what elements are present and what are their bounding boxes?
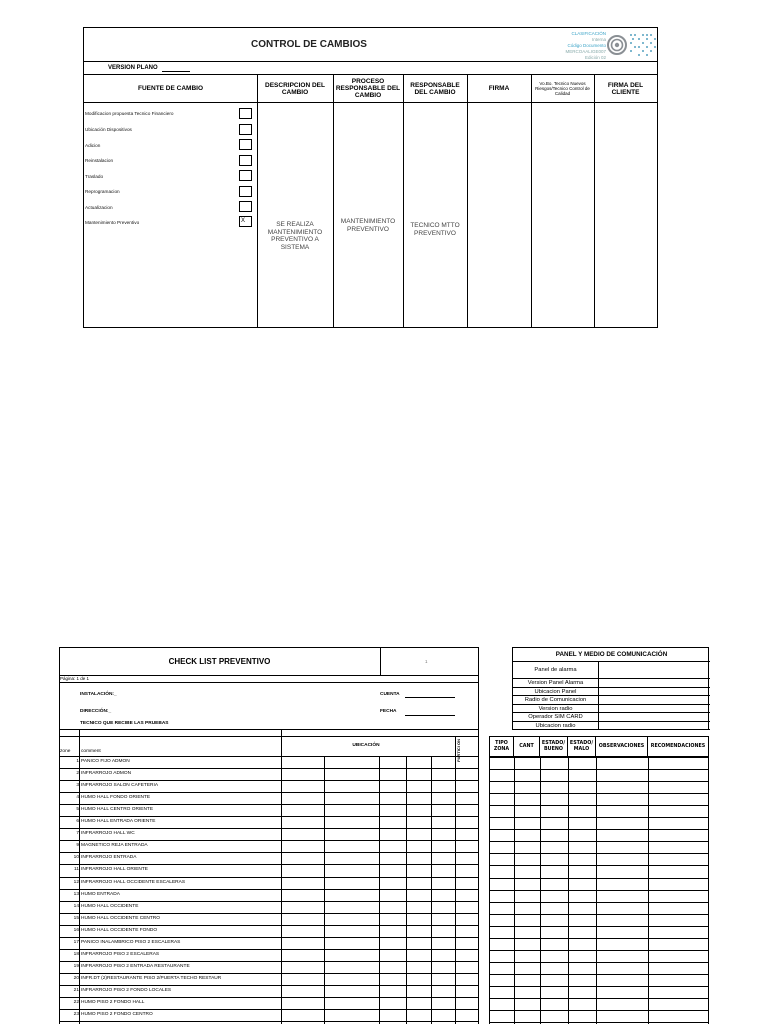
column-zone: zone — [60, 749, 71, 754]
zone-number: 18 — [73, 951, 79, 957]
row-divider — [489, 902, 709, 903]
panel-row — [513, 662, 710, 679]
table-row — [59, 828, 479, 840]
zonas-header-cell: ESTADO/ MALO — [568, 736, 596, 757]
company-logo-text — [554, 31, 606, 61]
row-divider — [489, 1022, 709, 1023]
panel-row-label: Radio de Comunicacion — [524, 697, 587, 703]
zone-number: 1 — [76, 759, 79, 764]
zone-comment: INFRARROJO PISO 2 ENTRADA RESTAURANTE — [81, 963, 190, 969]
fuente-checkbox[interactable] — [239, 201, 252, 212]
checklist-title: CHECK LIST PREVENTIVO — [168, 657, 271, 666]
table-row — [59, 997, 479, 1009]
title-divider — [380, 647, 381, 676]
row-divider — [489, 1010, 709, 1011]
fuente-item-label: Actualizacion — [85, 205, 113, 210]
panel-row-value[interactable] — [598, 705, 710, 714]
responsable-text: TECNICO MTTO PREVENTIVO — [410, 222, 460, 237]
panel-row-label: Panel de alarma — [534, 667, 577, 673]
zone-comment: INFRARROJO PISO 2 FONDO LOCALES — [81, 987, 172, 993]
panel-row-label: Ubicacion Panel — [534, 688, 577, 695]
column-comment: comment — [81, 749, 101, 754]
zone-number: 6 — [76, 819, 79, 825]
table-row — [59, 816, 479, 828]
table-row — [59, 949, 479, 961]
row-divider — [489, 841, 709, 842]
zonas-header-cell: RECOMENDACIONES — [648, 736, 709, 757]
fuente-checkbox[interactable] — [239, 186, 252, 197]
zonas-header-cell: ESTADO/ BUENO — [540, 736, 568, 757]
table-row — [59, 864, 479, 876]
panel-title: PANEL Y MEDIO DE COMUNICACIÓN — [513, 648, 710, 662]
table-row — [59, 768, 479, 780]
table-row — [59, 792, 479, 804]
zone-number: 12 — [73, 879, 79, 885]
panel-row-value[interactable] — [598, 679, 710, 688]
cuenta-label: CUENTA — [380, 692, 400, 697]
fuente-item-label: Traslado — [85, 174, 104, 179]
zone-comment: INFRARROJO HALL ORIENTE — [81, 867, 148, 873]
header-firma: FIRMA — [467, 75, 531, 103]
column-particion: PARTICI ON — [456, 739, 461, 762]
row-divider — [489, 793, 709, 794]
control-cambios-title-row — [84, 28, 657, 62]
zone-number: 10 — [73, 855, 79, 861]
zone-number: 5 — [76, 807, 79, 813]
table-row — [59, 901, 479, 913]
column-divider — [333, 75, 334, 327]
column-divider — [257, 75, 258, 327]
zone-comment: HUMO HALL OCCIDENTE — [81, 903, 139, 909]
fecha-label: FECHA — [380, 709, 397, 714]
zone-comment: INFRARROJO ADMON — [81, 771, 132, 777]
zonas-header-cell: TIPO ZONA — [489, 736, 514, 757]
header-fuente: FUENTE DE CAMBIO — [84, 75, 257, 103]
version-plano-field[interactable] — [162, 71, 190, 72]
checklist-title-number: 1 — [425, 659, 428, 664]
column-ubicacion: UBICACIÓN — [352, 743, 380, 748]
tecnico-label: TECNICO QUE RECIBE LAS PRUEBAS — [80, 721, 169, 726]
zone-comment: INFR.DT (2)RESTAURANTE PISO 2/PUERTA TECHO RESTAUR — [81, 975, 222, 981]
fuente-item-label: Modificacion propuesta Tecnico Financiero — [85, 111, 174, 116]
panel-row-label: Version radio — [538, 705, 573, 712]
column-divider — [531, 75, 532, 327]
header-firma-cliente: FIRMA DEL CLIENTE — [594, 75, 657, 103]
panel-row — [513, 688, 710, 697]
table-row — [59, 780, 479, 792]
row-divider — [489, 805, 709, 806]
instalacion-label: INSTALACIÓN:_ — [80, 692, 117, 697]
logo-line-5: Edición 02 — [584, 55, 606, 60]
row-divider — [489, 926, 709, 927]
panel-row-label: Ubicacion radio — [535, 722, 576, 729]
fuente-checkbox[interactable] — [239, 139, 252, 150]
zone-comment: INFRARROJO HALL WC — [81, 831, 135, 837]
row-divider — [489, 914, 709, 915]
panel-row-value[interactable] — [598, 662, 710, 679]
spiral-logo-icon — [606, 32, 628, 58]
row-divider — [489, 829, 709, 830]
header-responsable: RESPONSABLE DEL CAMBIO — [403, 75, 467, 103]
zone-number: 3 — [76, 783, 79, 789]
panel-row — [513, 696, 710, 705]
direccion-label: DIRECCIÓN:_ — [80, 709, 112, 714]
zone-comment: HUMO HALL CENTRO ORIENTE — [81, 807, 154, 813]
logo-line-1: CLASIFICACIÓN — [571, 31, 606, 36]
table-row — [59, 961, 479, 973]
table-row — [59, 985, 479, 997]
cuenta-field[interactable] — [405, 692, 455, 698]
panel-row-label: Version Panel Alarma — [527, 680, 584, 686]
panel-row-value[interactable] — [598, 696, 710, 705]
row-divider — [489, 757, 709, 758]
fuente-checkbox-checked[interactable]: X — [239, 216, 252, 227]
table-row — [59, 913, 479, 925]
logo-line-3: Código Documento — [567, 43, 606, 48]
zone-number: 7 — [76, 831, 79, 837]
zone-number: 15 — [73, 915, 79, 921]
row-divider — [59, 729, 479, 730]
table-row — [59, 1009, 479, 1021]
zone-number: 23 — [73, 1012, 79, 1018]
dots-logo-icon — [629, 32, 657, 58]
table-row — [59, 756, 479, 768]
row-divider — [489, 878, 709, 879]
row-divider — [59, 1021, 479, 1022]
checklist-table — [59, 647, 479, 1024]
zone-comment: PANICO INALAMBRICO PISO 2 ESCALERAS — [81, 939, 181, 945]
zone-comment: HUMO HALL ENTRADA ORIENTE — [81, 819, 156, 825]
zonas-header-cell: CANT — [514, 736, 540, 757]
descripcion-text: SE REALIZA MANTENIMIENTO PREVENTIVO A SISTEMA — [267, 221, 323, 251]
table-row — [59, 840, 479, 852]
header-vobo: Vo.Bo. Tecnico Nuevos Riesgos/Tecnico Control de Calidad — [531, 75, 594, 103]
zone-number: 14 — [73, 903, 79, 909]
zone-comment: HUMO PISO 2 FONDO CENTRO — [81, 1012, 153, 1018]
zone-number: 9 — [76, 843, 79, 849]
fuente-checkbox[interactable] — [239, 108, 252, 119]
zone-number: 2 — [76, 771, 79, 777]
zone-comment: HUMO HALL OCCIDENTE CENTRO — [81, 915, 160, 921]
logo-line-4: MERCOAALIGE007 — [565, 49, 606, 54]
panel-comunicacion-table — [512, 647, 709, 730]
row-divider — [489, 817, 709, 818]
zone-number: 21 — [73, 987, 79, 993]
control-cambios-table — [83, 27, 658, 328]
zone-number: 20 — [73, 975, 79, 981]
panel-row-value[interactable] — [598, 713, 710, 722]
row-divider — [489, 865, 709, 866]
row-divider — [59, 736, 479, 737]
zone-comment: INFRARROJO SALON CAFETERIA — [81, 783, 159, 789]
row-divider — [59, 682, 479, 683]
zone-comment: HUMO HALL OCCIDENTE FONDO — [81, 927, 158, 933]
proceso-text: MANTENIMIENTO PREVENTIVO — [340, 218, 396, 233]
row-divider — [489, 853, 709, 854]
table-row — [59, 889, 479, 901]
column-divider — [403, 75, 404, 327]
table-row — [59, 973, 479, 985]
zonas-header-cell: OBSERVACIONES — [596, 736, 648, 757]
zone-number: 11 — [74, 867, 79, 873]
checklist-title-row — [59, 647, 479, 676]
column-divider — [467, 75, 468, 327]
panel-row — [513, 713, 710, 722]
header-proceso: PROCESO RESPONSABLE DEL CAMBIO — [333, 75, 403, 103]
row-divider — [489, 769, 709, 770]
zone-number: 22 — [73, 1000, 79, 1005]
zone-number: 13 — [73, 891, 79, 897]
row-divider — [489, 986, 709, 987]
panel-row-label: Operador SIM CARD — [528, 714, 583, 720]
panel-row-value[interactable] — [598, 688, 710, 697]
table-row — [59, 925, 479, 937]
zone-number: 16 — [73, 927, 79, 933]
zone-comment: MAGNETICO REJA ENTRADA — [81, 843, 148, 849]
panel-row — [513, 705, 710, 714]
zone-number: 19 — [73, 963, 79, 969]
panel-row — [513, 722, 710, 731]
fuente-item-label: Mantenimiento Preventivo — [85, 220, 140, 225]
header-descripcion: DESCRIPCION DEL CAMBIO — [257, 75, 333, 103]
row-divider — [489, 998, 709, 999]
version-plano-row — [84, 62, 657, 75]
table-row — [59, 937, 479, 949]
fuente-checkbox[interactable] — [239, 124, 252, 135]
fuente-checkbox[interactable] — [239, 155, 252, 166]
fuente-item-label: Ubicación Dispositivos — [85, 127, 132, 132]
zone-comment: PANICO FIJO ADMON — [81, 759, 130, 764]
control-cambios-title: CONTROL DE CAMBIOS — [251, 39, 367, 50]
column-divider — [594, 75, 595, 327]
row-divider — [489, 781, 709, 782]
row-divider — [489, 938, 709, 939]
fecha-field[interactable] — [405, 710, 455, 716]
fuente-checkbox[interactable] — [239, 170, 252, 181]
row-divider — [489, 950, 709, 951]
version-plano-label: VERSION PLANO — [108, 65, 158, 71]
fuente-item-label: Adicion — [85, 143, 101, 148]
zone-number: 4 — [76, 795, 79, 801]
fuente-item-label: Reprogramacion — [85, 189, 120, 194]
zone-number: 17 — [73, 939, 79, 945]
zone-comment: HUMO PISO 2 FONDO HALL — [81, 1000, 145, 1005]
fuente-item-label: Reinstalacion — [85, 158, 114, 163]
page-indicator: Página: 1 de 1 — [60, 676, 90, 681]
table-row — [59, 877, 479, 889]
zonas-table — [489, 736, 709, 1024]
panel-row — [513, 679, 710, 688]
row-divider — [489, 890, 709, 891]
zone-comment: HUMO HALL FONDO ORIENTE — [81, 795, 151, 801]
logo-line-2: Interna — [591, 37, 606, 42]
row-divider — [489, 962, 709, 963]
panel-row-value[interactable] — [598, 722, 710, 731]
table-row — [59, 852, 479, 864]
zone-comment: HUMO ENTRADA — [81, 891, 120, 897]
zone-comment: INFRARROJO ENTRADA — [81, 855, 137, 861]
table-row — [59, 804, 479, 816]
row-divider — [489, 974, 709, 975]
zone-comment: INFRARROJO HALL OCCIDENTE ESCALERAS — [81, 879, 186, 885]
zone-comment: INFRARROJO PISO 2 ESCALERAS — [81, 951, 160, 957]
